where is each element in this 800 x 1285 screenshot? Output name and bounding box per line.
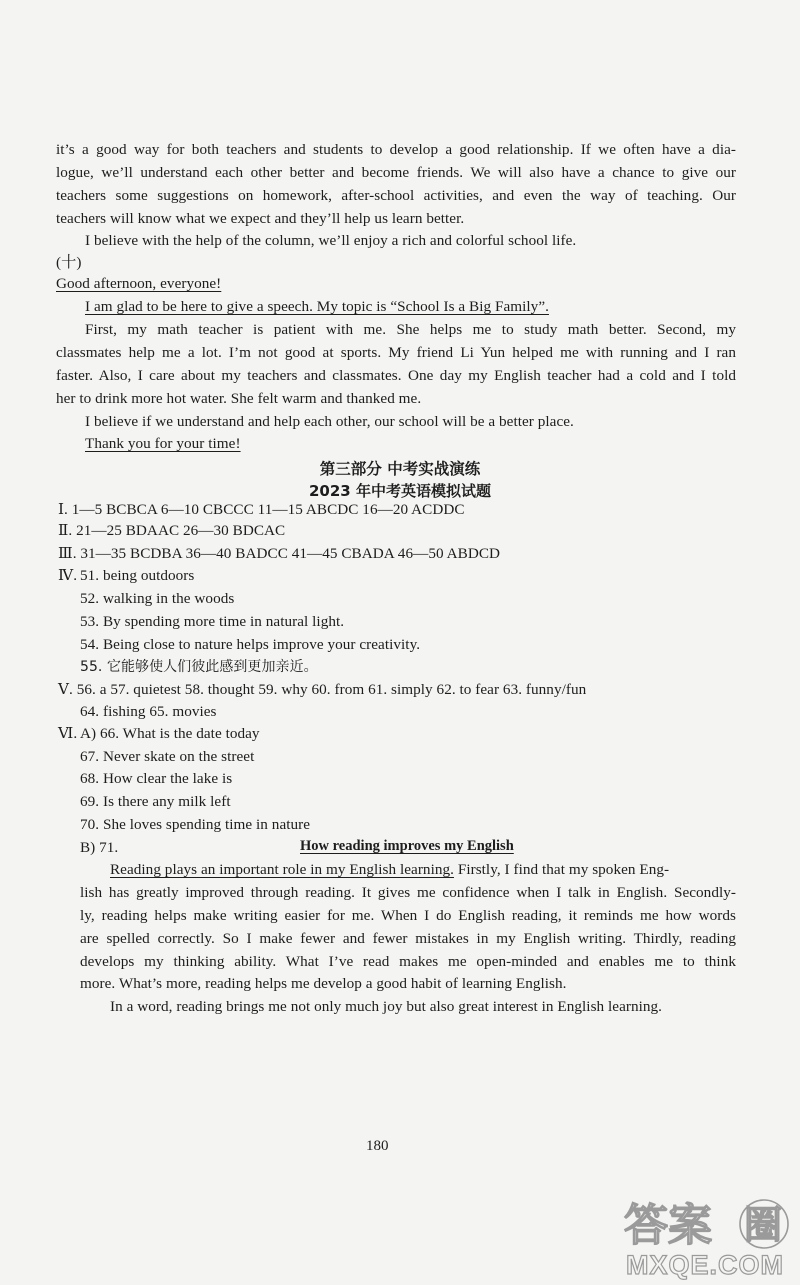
speech-body-line-3: faster. Also, I care about my teachers and classmates. One day my English teacher had a cold and I told [56,367,736,384]
watermark-logo [618,1190,794,1282]
answer-66: A) 66. What is the date today [80,725,260,742]
essay-title: How reading improves my English [300,838,514,854]
part-3-title: 第三部分 中考实战演练 [319,460,481,478]
answer-68: 68. How clear the lake is [80,770,233,787]
answers-section-1: Ⅰ. 1—5 BCBCA 6—10 CBCCC 11—15 ABCDC 16—20 ACDDC [58,501,465,518]
speech-greeting: Good afternoon, everyone! [56,275,222,292]
svg-text:答案: 答案 [624,1200,712,1251]
essay-line-2: lish has greatly improved through reading. It gives me confidence when I talk in English. Secondly- [80,884,736,901]
essay-topic-sentence: Reading plays an important role in my English learning. [110,861,454,878]
top-conclusion: I believe with the help of the column, we’ll enjoy a rich and colorful school life. [85,232,577,249]
svg-text:圈: 圈 [744,1203,783,1247]
essay-line-4: are spelled correctly. So I make fewer and fewer mistakes in my English writing. Thirdly, reading [80,930,736,947]
speech-body-line-2: classmates help me a lot. I’m not good at sports. My friend Li Yun helped me with running and I ran [56,344,736,361]
svg-text:MXQE.COM: MXQE.COM [626,1250,785,1280]
answer-54: 54. Being close to nature helps improve your creativity. [80,636,421,653]
top-paragraph-line-3: teachers some suggestions on homework, after-school activities, and even the way of teaching. Our [56,187,736,204]
answers-section-5-line-1: Ⅴ. 56. a 57. quietest 58. thought 59. why 60. from 61. simply 62. to fear 63. funny/fun [58,681,587,698]
exam-title: 2023 年中考英语模拟试题 [309,482,491,500]
speech-body-line-4: her to drink more hot water. She felt warm and thanked me. [56,390,422,407]
top-paragraph-line-1: it’s a good way for both teachers and students to develop a good relationship. If we often have a dia- [56,141,736,158]
top-paragraph-line-2: logue, we’ll understand each other better and become friends. We will also have a chance to give our [56,164,736,181]
top-paragraph-line-4: teachers will know what we expect and they’ll help us learn better. [56,210,465,227]
essay-conclusion: In a word, reading brings me not only much joy but also great interest in English learning. [110,998,663,1015]
answer-69: 69. Is there any milk left [80,793,231,810]
speech-intro: I am glad to be here to give a speech. My topic is “School Is a Big Family”. [85,298,549,315]
answer-67: 67. Never skate on the street [80,748,255,765]
answer-53: 53. By spending more time in natural light. [80,613,345,630]
essay-line-1 [110,860,736,880]
answers-section-4-label: Ⅳ. [58,567,78,584]
section-10-label: (十) [56,254,82,271]
answer-51: 51. being outdoors [80,567,195,584]
answer-52: 52. walking in the woods [80,590,235,607]
answers-section-3: Ⅲ. 31—35 BCDBA 36—40 BADCC 41—45 CBADA 46—50 ABDCD [58,545,501,562]
essay-line-1-rest: Firstly, I find that my spoken Eng- [453,861,670,878]
speech-body-line-1: First, my math teacher is patient with me. She helps me to study math better. Second, my [85,321,736,338]
answers-section-5-line-2: 64. fishing 65. movies [80,703,217,720]
essay-line-3: ly, reading helps make writing easier for me. When I do English reading, it reminds me how words [80,907,736,924]
answer-71-label: B) 71. [80,839,119,856]
essay-line-6: more. What’s more, reading helps me develop a good habit of learning English. [80,975,567,992]
page-number: 180 [366,1138,389,1154]
speech-conclusion: I believe if we understand and help each other, our school will be a better place. [85,413,574,430]
answer-70: 70. She loves spending time in nature [80,816,311,833]
answers-section-2: Ⅱ. 21—25 BDAAC 26—30 BDCAC [58,522,286,539]
speech-closing: Thank you for your time! [85,435,241,452]
essay-line-5: develops my thinking ability. What I’ve read makes me open-minded and enables me to think [80,953,736,970]
answer-55: 55. 它能够使人们彼此感到更加亲近。 [80,659,318,675]
answers-section-6-label: Ⅵ. [58,725,78,742]
